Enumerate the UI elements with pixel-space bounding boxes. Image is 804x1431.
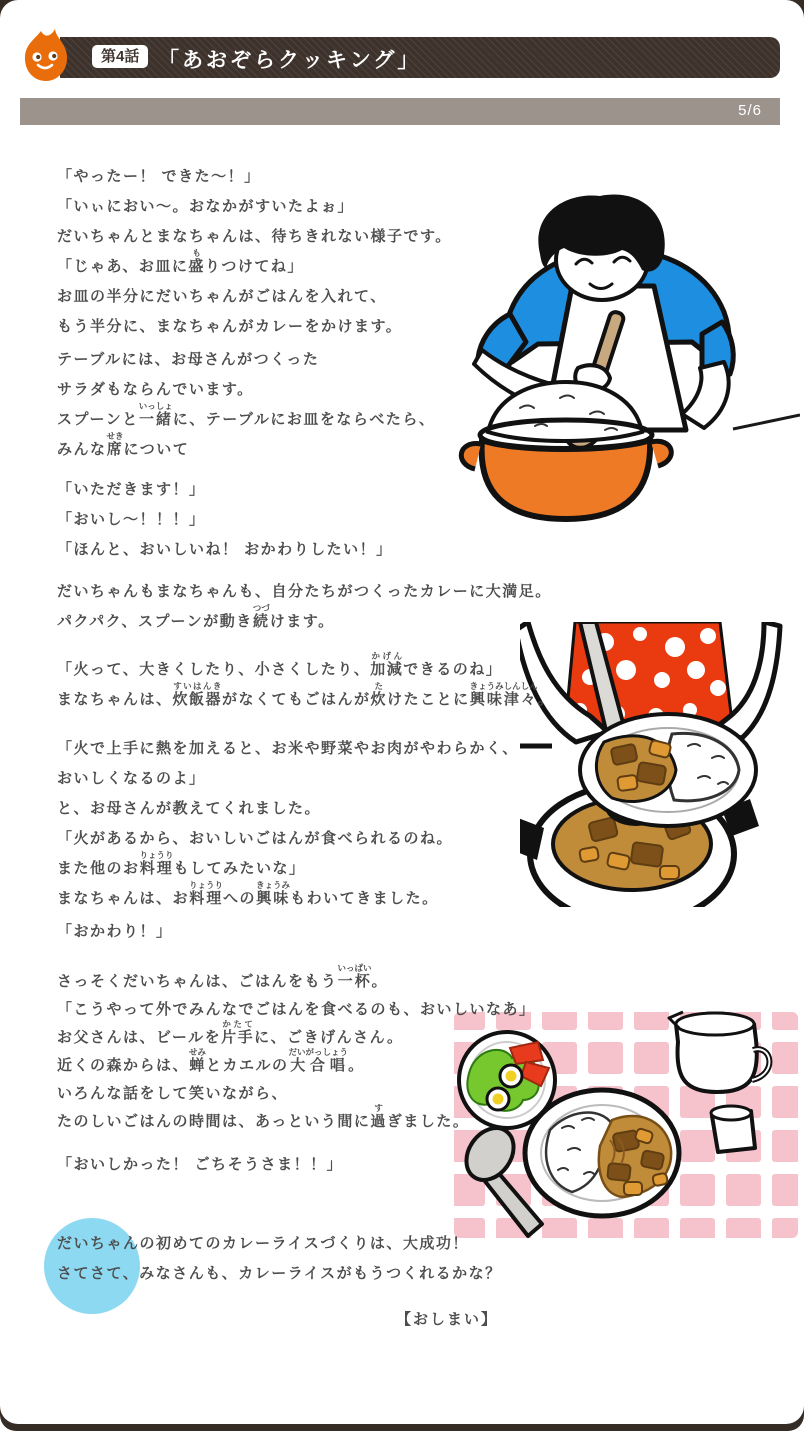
ending-label: 【おしまい】 bbox=[395, 1311, 498, 1328]
story-line: さっそくだいちゃんは、ごはんをもう 一杯いっぱい 。 bbox=[57, 963, 389, 990]
episode-badge: 第4話 bbox=[92, 45, 148, 68]
story-line: たのしいごはんの時間は、あっという間に 過す ぎました。 bbox=[57, 1103, 470, 1130]
story-line: 「火で上手に熱を加えると、お米や野菜やお肉がやわらかく、 bbox=[57, 740, 519, 757]
boy-cooking-illustration bbox=[440, 192, 800, 527]
story-line: おいしくなるのよ」 bbox=[57, 770, 206, 787]
story-line: と、お母さんが教えてくれました。 bbox=[57, 800, 322, 817]
story-line: 「おいし〜！！！」 bbox=[57, 511, 206, 528]
story-line: お皿の半分にだいちゃんがごはんを入れて、 bbox=[57, 288, 387, 305]
page-title: 「あおぞらクッキング」 bbox=[158, 49, 422, 72]
story-line: 「火があるから、おいしいごはんが食べられるのね。 bbox=[57, 830, 454, 847]
story-line: まなちゃんは、 炊飯器すいはんき がなくてもごはんが 炊た けたことに 興味津々きょうみしんしん 。 bbox=[57, 681, 555, 708]
story-line: また他のお 料理りょうり もしてみたいな」 bbox=[57, 850, 306, 877]
story-line: テーブルには、お母さんがつくった bbox=[57, 351, 320, 368]
story-line: 「いただきます！」 bbox=[57, 481, 206, 498]
story-line: 「おかわり！」 bbox=[57, 923, 173, 940]
story-paragraph bbox=[57, 728, 519, 908]
story-line: 「火って、大きくしたり、小さくしたり、 加減かげん できるのね」 bbox=[57, 651, 503, 678]
serving-curry-illustration bbox=[520, 622, 802, 907]
story-paragraph bbox=[57, 963, 536, 1131]
story-line: みんな 席せき について bbox=[57, 431, 190, 458]
story-line: もう半分に、まなちゃんがカレーをかけます。 bbox=[57, 318, 403, 335]
story-paragraph bbox=[57, 339, 435, 459]
story-paragraph bbox=[57, 156, 452, 336]
pitcher bbox=[669, 1012, 769, 1092]
curry-plate bbox=[525, 1090, 679, 1216]
story-line: だいちゃんもまなちゃんも、自分たちがつくったカレーに大満足。 bbox=[57, 583, 552, 600]
pager-bar bbox=[20, 98, 780, 125]
cup bbox=[711, 1106, 755, 1152]
story-line: 「おいしかった！ ごちそうさま！！」 bbox=[57, 1156, 344, 1173]
story-paragraph bbox=[57, 571, 552, 631]
story-paragraph bbox=[57, 1223, 502, 1283]
story-line: お父さんは、ビールを 片手かたて に、ごきげんさん。 bbox=[57, 1019, 404, 1046]
story-paragraph bbox=[57, 649, 554, 709]
story-paragraph bbox=[57, 469, 393, 559]
story-line: だいちゃんとまなちゃんは、待ちきれない様子です。 bbox=[57, 228, 452, 245]
story-line: 「ほんと、おいしいね！ おかわりしたい！」 bbox=[57, 541, 393, 558]
story-line: 「やったー！ できた〜！」 bbox=[57, 168, 261, 185]
story-line: 近くの森からは、 蝉せみ とカエルの 大合唱だいがっしょう 。 bbox=[57, 1047, 365, 1074]
story-line: まなちゃんは、お 料理りょうり への 興味きょうみ もわいてきました。 bbox=[57, 880, 439, 907]
flame-mascot-icon bbox=[22, 26, 70, 84]
story-line: いろんな話をして笑いながら、 bbox=[57, 1085, 289, 1102]
story-line: 「こうやって外でみんなでごはんを食べるのも、おいしいなあ」 bbox=[57, 1001, 536, 1018]
story-line: だいちゃんの初めてのカレーライスづくりは、大成功！ bbox=[57, 1235, 469, 1252]
story-paragraph bbox=[57, 911, 173, 941]
story-line: パクパク、スプーンが動き 続つづ けます。 bbox=[57, 603, 335, 630]
story-line: さてさて、みなさんも、カレーライスがもうつくれるかな？ bbox=[57, 1265, 502, 1282]
story-line: サラダもならんでいます。 bbox=[57, 381, 254, 398]
story-line: スプーンと 一緒いっしょ に、テーブルにお皿をならべたら、 bbox=[57, 401, 436, 428]
chapter-header-bar bbox=[60, 37, 780, 78]
story-paragraph bbox=[57, 1144, 343, 1174]
story-line: 「いぃにおい〜。おなかがすいたよぉ」 bbox=[57, 198, 355, 215]
story-line: 「じゃあ、お皿に 盛も りつけてね」 bbox=[57, 248, 304, 275]
page-indicator: 5/6 bbox=[738, 102, 762, 119]
